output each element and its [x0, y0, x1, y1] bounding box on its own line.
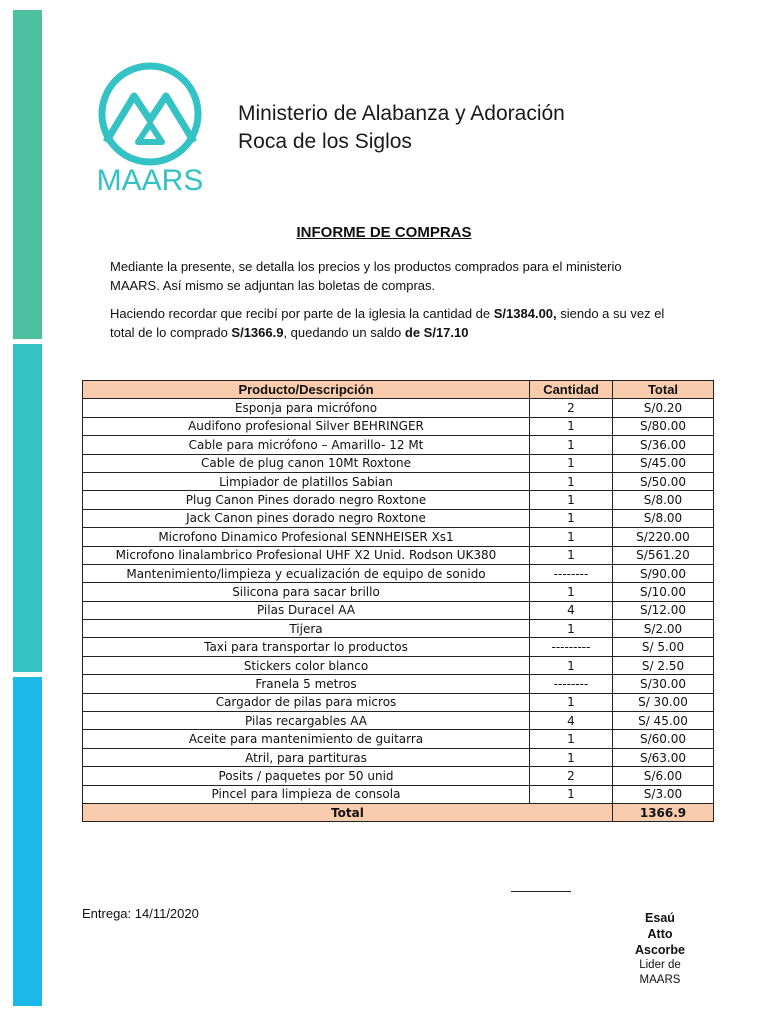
signer-name-2: Atto: [647, 927, 673, 941]
table-row: [83, 436, 714, 454]
product-cell: Pilas Duracel AA: [83, 601, 530, 619]
header-product: Producto/Descripción: [83, 381, 530, 399]
table-row: [83, 785, 714, 803]
quantity-cell: 4: [530, 712, 613, 730]
product-cell: Pincel para limpieza de consola: [83, 785, 530, 803]
total-cell: S/30.00: [613, 675, 714, 693]
total-cell: S/50.00: [613, 472, 714, 490]
header-quantity: Cantidad: [530, 381, 613, 399]
total-cell: S/45.00: [613, 454, 714, 472]
balance-paragraph: Haciendo recordar que recibí por parte de la iglesia la cantidad de S/1384.00, siendo a su vez el total de lo comprado S/1366.9, quedando un saldo de S/17.10: [110, 306, 665, 340]
table-row: [83, 675, 714, 693]
total-cell: S/0.20: [613, 399, 714, 417]
total-cell: S/6.00: [613, 767, 714, 785]
quantity-cell: 1: [530, 693, 613, 711]
table-row: [83, 528, 714, 546]
table-row: [83, 491, 714, 509]
quantity-cell: 2: [530, 767, 613, 785]
quantity-cell: 1: [530, 417, 613, 435]
product-cell: Microfono Dinamico Profesional SENNHEISER Xs1: [83, 528, 530, 546]
total-cell: S/8.00: [613, 509, 714, 527]
quantity-cell: --------: [530, 675, 613, 693]
table-row: [83, 564, 714, 582]
signature-line: [511, 891, 571, 892]
table-row: [83, 712, 714, 730]
product-cell: Plug Canon Pines dorado negro Roxtone: [83, 491, 530, 509]
table-total-row: [83, 803, 714, 821]
product-cell: Posits / paquetes por 50 unid: [83, 767, 530, 785]
quantity-cell: 1: [530, 528, 613, 546]
quantity-cell: 2: [530, 399, 613, 417]
product-cell: Microfono Iinalambrico Profesional UHF X2 Unid. Rodson UK380: [83, 546, 530, 564]
table-row: [83, 509, 714, 527]
quantity-cell: 1: [530, 656, 613, 674]
quantity-cell: 1: [530, 785, 613, 803]
table-row: [83, 620, 714, 638]
table-row: [83, 399, 714, 417]
product-cell: Esponja para micrófono: [83, 399, 530, 417]
total-cell: S/220.00: [613, 528, 714, 546]
header-total: Total: [613, 381, 714, 399]
total-value: 1366.9: [613, 803, 714, 821]
total-cell: S/ 30.00: [613, 693, 714, 711]
maars-logo: [92, 60, 208, 196]
intro-paragraph: Mediante la presente, se detalla los precios y los productos comprados para el ministerio MAARS. Así mismo se adjuntan las boletas de compras.: [110, 259, 622, 293]
delivery-date: Entrega: 14/11/2020: [82, 906, 199, 921]
total-cell: S/3.00: [613, 785, 714, 803]
quantity-cell: 1: [530, 436, 613, 454]
product-cell: Audifono profesional Silver BEHRINGER: [83, 417, 530, 435]
total-cell: S/561.20: [613, 546, 714, 564]
total-cell: S/63.00: [613, 748, 714, 766]
quantity-cell: 1: [530, 583, 613, 601]
quantity-cell: 4: [530, 601, 613, 619]
table-header-row: [83, 381, 714, 399]
table-row: [83, 472, 714, 490]
quantity-cell: --------: [530, 564, 613, 582]
total-cell: S/ 2.50: [613, 656, 714, 674]
product-cell: Aceite para mantenimiento de guitarra: [83, 730, 530, 748]
table-row: [83, 546, 714, 564]
decor-bar-green: [13, 10, 42, 339]
signer-name-3: Ascorbe: [634, 943, 686, 957]
signer-name-1: Esaú: [645, 911, 675, 925]
quantity-cell: 1: [530, 748, 613, 766]
table-row: [83, 638, 714, 656]
total-label: Total: [83, 803, 613, 821]
report-title: INFORME DE COMPRAS: [296, 224, 472, 241]
total-cell: S/60.00: [613, 730, 714, 748]
product-cell: Tijera: [83, 620, 530, 638]
total-cell: S/8.00: [613, 491, 714, 509]
table-row: [83, 693, 714, 711]
total-cell: S/80.00: [613, 417, 714, 435]
table-row: [83, 454, 714, 472]
product-cell: Pilas recargables AA: [83, 712, 530, 730]
product-cell: Silicona para sacar brillo: [83, 583, 530, 601]
quantity-cell: 1: [530, 491, 613, 509]
total-cell: S/90.00: [613, 564, 714, 582]
quantity-cell: 1: [530, 730, 613, 748]
product-cell: Limpiador de platillos Sabian: [83, 472, 530, 490]
organization-name: [238, 100, 565, 156]
total-cell: S/10.00: [613, 583, 714, 601]
product-cell: Mantenimiento/limpieza y ecualización de equipo de sonido: [83, 564, 530, 582]
quantity-cell: 1: [530, 620, 613, 638]
quantity-cell: ---------: [530, 638, 613, 656]
quantity-cell: 1: [530, 546, 613, 564]
product-cell: Stickers color blanco: [83, 656, 530, 674]
product-cell: Franela 5 metros: [83, 675, 530, 693]
total-cell: S/12.00: [613, 601, 714, 619]
org-line-2: Roca de los Siglos: [238, 130, 412, 153]
table-row: [83, 601, 714, 619]
quantity-cell: 1: [530, 509, 613, 527]
product-cell: Atril, para partituras: [83, 748, 530, 766]
logo-text: MAARS: [96, 164, 204, 196]
quantity-cell: 1: [530, 454, 613, 472]
table-row: [83, 748, 714, 766]
table-row: [83, 656, 714, 674]
total-cell: S/ 45.00: [613, 712, 714, 730]
table-row: [83, 417, 714, 435]
product-cell: Cargador de pilas para micros: [83, 693, 530, 711]
product-cell: Jack Canon pines dorado negro Roxtone: [83, 509, 530, 527]
table-row: [83, 767, 714, 785]
product-cell: Cable para micrófono – Amarillo- 12 Mt: [83, 436, 530, 454]
maars-logo-icon: [92, 60, 208, 196]
org-line-1: Ministerio de Alabanza y Adoración: [238, 102, 565, 125]
product-cell: Cable de plug canon 10Mt Roxtone: [83, 454, 530, 472]
decor-bar-blue: [13, 677, 42, 1006]
table-row: [83, 730, 714, 748]
quantity-cell: 1: [530, 472, 613, 490]
signer-role-2: MAARS: [639, 974, 681, 986]
decor-bar-teal: [13, 344, 42, 672]
signature-block: [618, 910, 702, 988]
signer-role-1: Lider de: [639, 959, 681, 971]
purchases-table: [82, 380, 714, 822]
total-cell: S/2.00: [613, 620, 714, 638]
total-cell: S/ 5.00: [613, 638, 714, 656]
table-row: [83, 583, 714, 601]
total-cell: S/36.00: [613, 436, 714, 454]
product-cell: Taxi para transportar lo productos: [83, 638, 530, 656]
